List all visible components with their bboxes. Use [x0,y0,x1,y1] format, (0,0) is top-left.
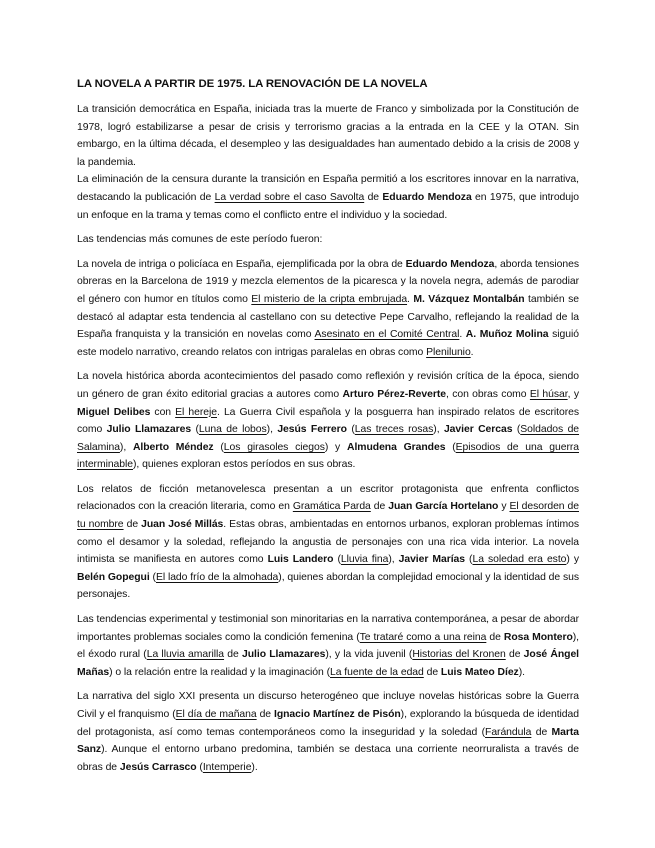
text-run: ) o la relación entre la realidad y la imaginación ( [109,666,331,678]
paragraph [77,171,579,224]
text-run: ) y [566,554,579,566]
author-name: Juan García Hortelano [388,501,499,513]
book-title: Episodios de una guerra interminable [77,441,579,471]
author-name: Eduardo Mendoza [382,191,472,203]
text-run: . Estas obras, ambientadas en entornos urbanos, exploran problemas íntimos como el desamor y la soledad, reflejando la angustia de personajes con una rica vida interior. La novela intimista se manifiesta en autores como [77,519,579,566]
text-run: de [256,709,274,720]
author-name: Ignacio Martínez de Pisón [273,709,401,720]
text-run: La eliminación de la censura durante la transición en España permitió a los escritores innovar en la narrativa, destacando la publicación de [77,174,579,203]
text-run: ( [191,424,199,436]
book-title: Luna de lobos [198,424,267,436]
text-run: La novela histórica aborda acontecimientos del pasado como reflexión y revisión crítica de la época, siendo un género de gran éxito editorial gracias a autores como [77,371,579,400]
text-run: . [407,293,414,305]
author-name: Arturo Pérez-Reverte [342,388,446,400]
document-body [77,101,579,776]
text-run: ), el éxodo rural ( [77,631,579,661]
author-name: Luis Landero [267,554,334,566]
text-run: ), y la vida juvenil ( [325,649,413,661]
book-title: Plenilunio [426,346,471,358]
text-run: de [123,519,142,531]
author-name: Julio Llamazares [242,649,326,661]
text-run: ), explorando la búsqueda de identidad del protagonista, así como temas contemporáneos como la inseguridad y la soledad ( [77,709,579,738]
author-name: Luis Mateo Díez [440,666,519,678]
paragraph [77,368,579,474]
author-name: Juan José Millás [141,519,224,531]
author-name: Almudena Grandes [347,441,446,453]
text-run: ( [213,441,224,453]
text-run: ). [518,666,525,678]
text-run: siguió este modelo narrativo, creando relatos con intrigas paralelas en obras como [77,329,579,358]
text-run: de [423,666,441,678]
text-run: ), [433,424,444,436]
author-name: Marta Sanz [77,726,579,756]
text-run: ) y [324,441,347,453]
paragraph [77,481,579,604]
text-run: La novela de intriga o policíaca en España, ejemplificada por la obra de [77,258,406,270]
author-name: M. Vázquez Montalbán [413,293,525,305]
author-name: Javier Cercas [443,424,513,436]
text-run: ( [512,424,521,436]
book-title: El misterio de la cripta embrujada [251,293,408,305]
text-run: de [224,649,242,661]
book-title: El desorden de tu nombre [77,501,579,531]
book-title: El húsar [529,388,568,400]
text-run: . [459,329,466,341]
author-name: Rosa Montero [503,631,573,643]
text-run: ( [333,554,341,566]
text-run: y [498,501,510,513]
paragraph [77,611,579,681]
text-run: La narrativa del siglo XXI presenta un discurso heterogéneo que incluye novelas históricas sobre la Guerra Civil y el franquismo ( [77,691,579,720]
text-run: Los relatos de ficción metanovelesca presentan a un escritor protagonista que enfrenta conflictos relacionados con la creación literaria, como en [77,483,579,513]
paragraph [77,256,579,362]
text-run: Las tendencias experimental y testimonial son minoritarias en la narrativa contemporánea, a pesar de abordar importantes problemas sociales como la condición femenina ( [77,614,579,643]
page-title: LA NOVELA A PARTIR DE 1975. LA RENOVACIÓN DE LA NOVELA [77,78,428,90]
text-run: ), quienes abordan la complejidad emocional y la identidad de sus personajes. [77,571,579,601]
text-run: . [470,346,474,358]
text-run: , aborda tensiones obreras en la Barcelona de 1919 y mezcla elementos de la picaresca y la novela negra, además de parodiar el género con humor en títulos como [77,258,579,305]
text-run: ( [465,554,473,566]
text-run: de [505,649,524,661]
book-title: Farándula [485,726,532,738]
book-title: Intemperie [202,761,252,773]
book-title: La fuente de la edad [330,666,424,678]
book-title: Lluvia fina [340,554,389,566]
text-run: con [150,406,176,418]
paragraph [77,688,579,776]
author-name: Jesús Carrasco [119,761,197,773]
book-title: La soledad era esto [472,554,567,566]
text-run: ), [266,424,278,436]
text-run: de [486,631,504,643]
text-run: ), [119,441,133,453]
author-name: Jesús Ferrero [277,424,347,436]
author-name: Julio Llamazares [106,424,192,436]
paragraph [77,101,579,171]
author-name: Eduardo Mendoza [405,258,495,270]
text-run: ), [388,554,399,566]
book-title: El lado frío de la almohada [155,571,279,583]
book-title: Los girasoles ciegos [223,441,325,453]
author-name: Belén Gopegui [77,571,150,583]
book-title: Las treces rosas [354,424,434,436]
text-run: La transición democrática en España, iniciada tras la muerte de Franco y simbolizada por la Constitución de 1978, logró estabilizarse a pesar de crisis y terrorismo gracias a la entrada en la CEE y la OTAN. Sin embargo, en la última década, el desempleo y las desigualdades han aumentado debido a la crisis de 2008 y la pandemia. [77,104,579,168]
text-run: , y [567,388,579,400]
book-title: Te trataré como a una reina [359,631,487,643]
text-run: ), quienes exploran estos períodos en sus obras. [133,459,356,471]
author-name: A. Muñoz Molina [465,329,549,341]
author-name: Miguel Delibes [77,406,151,418]
book-title: Gramática Parda [292,501,371,513]
text-run: ( [445,441,456,453]
text-run: , con obras como [445,388,530,400]
text-run: de [531,726,552,738]
book-title: La lluvia amarilla [146,649,225,661]
author-name: Alberto Méndez [132,441,214,453]
text-run: ( [346,424,355,436]
text-run: en 1975, que introdujo un enfoque en la trama y temas como el conflicto entre el individuo y la sociedad. [77,191,579,221]
book-title: Historias del Kronen [412,649,506,661]
text-run: Las tendencias más comunes de este período fueron: [77,234,323,246]
text-run: también se destacó al adaptar esta tendencia al castellano con su detective Pepe Carvalho, reflejando la realidad de la España franquista y la transición en novelas como [77,293,579,341]
book-title: Asesinato en el Comité Central [314,329,460,341]
text-run: . La Guerra Civil española y la posguerra han inspirado relatos de escritores como [77,406,580,436]
book-title: El hereje [175,406,217,418]
author-name: Javier Marías [398,554,466,566]
text-run: ( [149,571,156,583]
text-run: de [370,501,389,513]
book-title: El día de mañana [175,709,257,720]
book-title: Soldados de Salamina [77,424,580,453]
book-title: La verdad sobre el caso Savolta [214,191,365,203]
author-name: José Ángel Mañas [77,649,580,678]
paragraph [77,231,579,249]
text-run: de [364,191,383,203]
text-run: ). Aunque el entorno urbano predomina, también se destaca una corriente neorruralista a través de obras de [77,744,579,773]
text-run: ( [196,761,203,773]
text-run: ). [251,761,258,773]
